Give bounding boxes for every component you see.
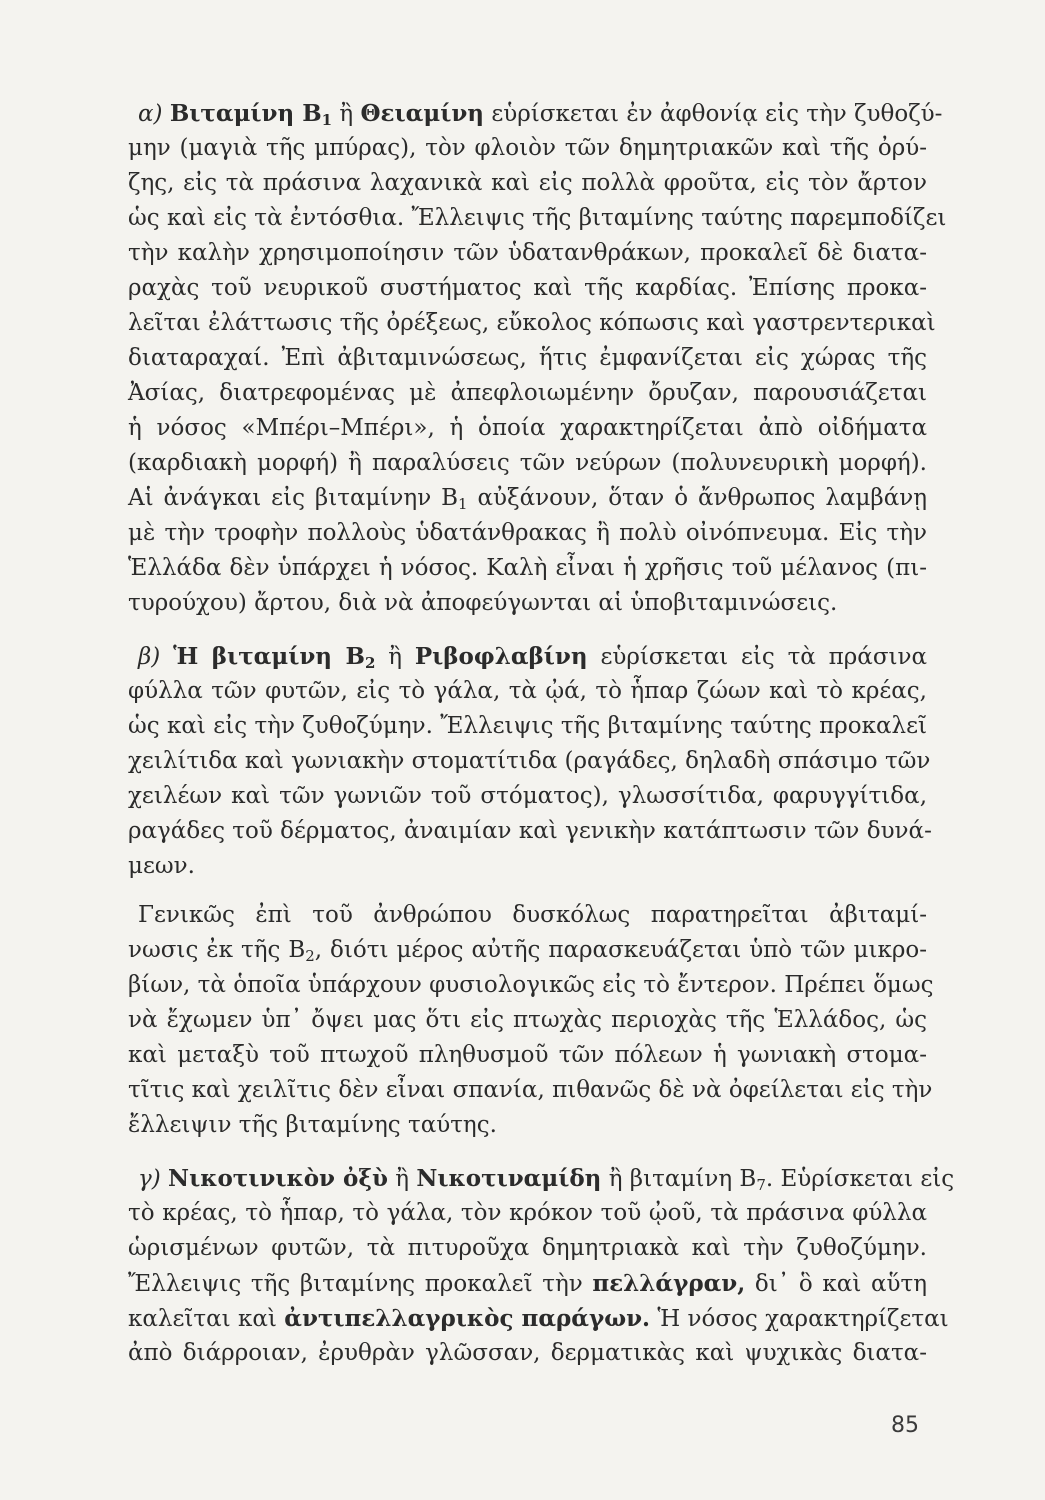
text-line: νωσις ἐκ τῆς $B_2$, διότι μέρος αὐτῆς παρασκευάζεται ὑπὸ τῶν μικρο- [128, 937, 927, 965]
text-line: ὡρισμένων φυτῶν, τὰ πιτυροῦχα δημητριακὰ καὶ τὴν ζυθοζύμην. [128, 1235, 927, 1261]
text-line: ραχὰς τοῦ νευρικοῦ συστήματος καὶ τῆς καρδίας. Ἐπίσης προκα- [128, 275, 927, 301]
text-line: λεῖται ἐλάττωσις τῆς ὀρέξεως, εὔκολος κόπωσις καὶ γαστρεντερικαὶ [128, 310, 936, 336]
text-line: μεων. [128, 853, 195, 879]
text-line: μὲ τὴν τροφὴν πολλοὺς ὑδατάνθρακας ἢ πολὺ οἰνόπνευμα. Εἰς τὴν [128, 520, 927, 546]
paragraph-gap [128, 621, 927, 639]
section-a-paragraph [128, 96, 947, 621]
text-line: καὶ μεταξὺ τοῦ πτωχοῦ πληθυσμοῦ τῶν πόλεων ἡ γωνιακὴ στομα- [128, 1042, 927, 1068]
nicotinic-acid-heading: Νικοτινικὸν ὀξὺ [168, 1165, 388, 1192]
section-label: β) [138, 644, 161, 670]
text-line: διαταραχαί. Ἐπὶ ἀβιταμινώσεως, ἥτις ἐμφανίζεται εἰς χώρας τῆς [128, 345, 927, 371]
text-line: Ἀσίας, διατρεφομένας μὲ ἀπεφλοιωμένην ὄρυζαν, παρουσιάζεται [128, 380, 927, 406]
text-line: ἡ νόσος «Μπέρι–Μπέρι», ἡ ὁποία χαρακτηρίζεται ἀπὸ οἰδήματα [128, 415, 927, 441]
text-line: τὸ κρέας, τὸ ἧπαρ, τὸ γάλα, τὸν κρόκον τοῦ ᾠοῦ, τὰ πράσινα φύλλα [128, 1200, 927, 1226]
section-label: α) [138, 101, 163, 127]
page-number: 85 [891, 1413, 919, 1438]
section-c-paragraph [128, 1161, 955, 1371]
nicotinamide-heading: Νικοτιναμίδη [416, 1165, 602, 1192]
text-line: βίων, τὰ ὁποῖα ὑπάρχουν φυσιολογικῶς εἰς τὸ ἔντερον. Πρέπει ὅμως [128, 972, 934, 998]
text-line: χειλίτιδα καὶ γωνιακὴν στοματίτιδα (ραγάδες, δηλαδὴ σπάσιμο τῶν [128, 748, 931, 774]
vitamin-b2-heading: Ἡ βιταμίνη $B_2$ [173, 643, 376, 672]
text-line: (καρδιακὴ μορφή) ἢ παραλύσεις τῶν νεύρων (πολυνευρικὴ μορφή). [128, 450, 927, 476]
vitamin-b1-heading: Βιταμίνη $B_1$ [169, 100, 333, 129]
riboflavin-heading: Ριβοφλαβίνη [414, 643, 588, 670]
paragraph-gap [128, 884, 927, 898]
thiamine-heading: Θειαμίνη [360, 100, 485, 127]
text-line: ραγάδες τοῦ δέρματος, ἀναιμίαν καὶ γενικὴν κατάπτωσιν τῶν δυνά- [128, 818, 932, 844]
text-line: ἔλλειψιν τῆς βιταμίνης ταύτης. [128, 1112, 497, 1138]
text-line: καλεῖται καὶ ἀντιπελλαγρικὸς παράγων. Ἡ νόσος χαρακτηρίζεται [128, 1305, 949, 1332]
text-line: Αἱ ἀνάγκαι εἰς βιταμίνην $B_1$ αὐξάνουν, ὅταν ὁ ἄνθρωπος λαμβάνῃ [128, 485, 927, 513]
text-line: τυρούχου) ἄρτου, διὰ νὰ ἀποφεύγωνται αἱ ὑποβιταμινώσεις. [128, 590, 838, 616]
text-line: γ) Νικοτινικὸν ὀξὺ ἢ Νικοτιναμίδη ἢ βιταμίνη $B_7$. Εὑρίσκεται εἰς [138, 1165, 955, 1194]
text-line: Ἔλλειψις τῆς βιταμίνης προκαλεῖ τὴν πελλάγραν, δι᾿ ὃ καὶ αὕτη [128, 1270, 927, 1297]
text-line: ὡς καὶ εἰς τὴν ζυθοζύμην. Ἔλλειψις τῆς βιταμίνης ταύτης προκαλεῖ [128, 713, 927, 739]
text-line: τὴν καλὴν χρησιμοποίησιν τῶν ὑδατανθράκων, προκαλεῖ δὲ διατα- [128, 240, 927, 266]
text-line: χειλέων καὶ τῶν γωνιῶν τοῦ στόματος), γλωσσίτιδα, φαρυγγίτιδα, [128, 783, 927, 809]
text-line: ζης, εἰς τὰ πράσινα λαχανικὰ καὶ εἰς πολλὰ φροῦτα, εἰς τὸν ἄρτον [128, 170, 927, 196]
text-line: ἀπὸ διάρροιαν, ἐρυθρὰν γλῶσσαν, δερματικὰς καὶ ψυχικὰς διατα- [128, 1340, 927, 1366]
section-b-general-paragraph [128, 898, 934, 1143]
section-b-paragraph [128, 639, 932, 884]
text-line: β) Ἡ βιταμίνη $B_2$ ἢ Ριβοφλαβίνη εὑρίσκεται εἰς τὰ πράσινα [138, 643, 928, 672]
section-label: γ) [138, 1166, 161, 1192]
text-line: Ἑλλάδα δὲν ὑπάρχει ἡ νόσος. Καλὴ εἶναι ἡ χρῆσις τοῦ μέλανος (πι- [128, 555, 927, 581]
antipellagra-factor-term: ἀντιπελλαγρικὸς παράγων. [284, 1305, 651, 1332]
text-line: Γενικῶς ἐπὶ τοῦ ἀνθρώπου δυσκόλως παρατηρεῖται ἀβιταμί- [138, 902, 927, 928]
pellagra-term: πελλάγραν, [592, 1270, 746, 1297]
text-line: μην (μαγιὰ τῆς μπύρας), τὸν φλοιὸν τῶν δημητριακῶν καὶ τῆς ὀρύ- [128, 135, 927, 161]
text-line: φύλλα τῶν φυτῶν, εἰς τὸ γάλα, τὰ ᾠά, τὸ ἧπαρ ζώων καὶ τὸ κρέας, [128, 678, 927, 704]
text-line: νὰ ἔχωμεν ὑπ᾿ ὄψει μας ὅτι εἰς πτωχὰς περιοχὰς τῆς Ἑλλάδος, ὡς [128, 1007, 927, 1033]
paragraph-gap [128, 1143, 927, 1161]
text-line: ὡς καὶ εἰς τὰ ἐντόσθια. Ἔλλειψις τῆς βιταμίνης ταύτης παρεμποδίζει [128, 205, 947, 231]
text-line: α) Βιταμίνη $B_1$ ἢ Θειαμίνη εὑρίσκεται ἐν ἀφθονίᾳ εἰς τὴν ζυθοζύ- [138, 100, 943, 129]
text-line: τῖτις καὶ χειλῖτις δὲν εἶναι σπανία, πιθανῶς δὲ νὰ ὀφείλεται εἰς τὴν [128, 1077, 933, 1103]
